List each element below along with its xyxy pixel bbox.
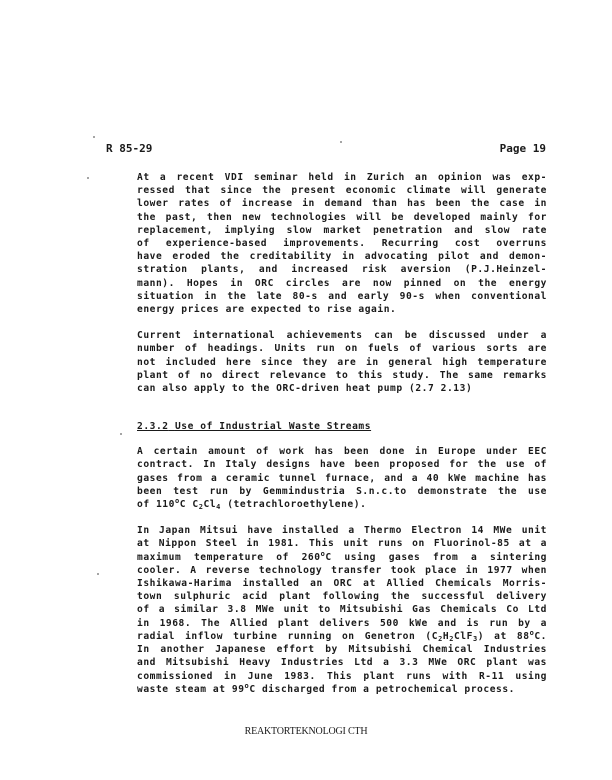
text-line: replacement, implying slow market penetration and slow rate bbox=[137, 224, 547, 236]
text-line: A certain amount of work has been done in Europe under EEC bbox=[137, 446, 547, 458]
document-body bbox=[137, 171, 547, 709]
text-line: number of headings. Units run on fuels of various sorts are bbox=[137, 343, 547, 355]
subscript: 2 bbox=[438, 634, 443, 643]
text-line: contract. In Italy designs have been proposed for the use of bbox=[137, 459, 547, 471]
text-line: have eroded the creditability in advocating pilot and demon- bbox=[137, 251, 547, 263]
text-line: at Nippon Steel in 1981. This unit runs on Fluorinol-85 at a bbox=[137, 538, 547, 550]
text-line: lower rates of increase in demand than has been the case in bbox=[137, 198, 547, 210]
subscript: 4 bbox=[216, 503, 221, 512]
text-line: and Mitsubishi Heavy Industries Ltd a 3.3 MWe ORC plant was bbox=[137, 657, 547, 669]
text-fragment: of 110 bbox=[137, 499, 175, 511]
section-title: Use of Industrial Waste Streams bbox=[174, 421, 372, 433]
scan-speck bbox=[93, 136, 95, 138]
text-line: mann). Hopes in ORC circles are now pinned on the energy bbox=[137, 277, 547, 289]
text-line bbox=[137, 551, 547, 564]
text-line: situation in the late 80-s and early 90-s when conventional bbox=[137, 290, 547, 302]
text-line: of a similar 3.8 MWe unit to Mitsubishi Gas Chemicals Co Ltd bbox=[137, 604, 547, 616]
text-line: not included here since they are in general high temperature bbox=[137, 356, 547, 368]
text-fragment: C. bbox=[534, 630, 547, 642]
text-fragment: C C bbox=[179, 499, 199, 511]
text-line: gases from a ceramic tunnel furnace, and a 40 kWe machine has bbox=[137, 472, 547, 484]
text-line bbox=[137, 683, 547, 696]
paragraph-japan-mitsui bbox=[137, 524, 547, 696]
text-fragment: ) at 88 bbox=[477, 630, 530, 642]
text-fragment: H bbox=[442, 630, 450, 642]
degree-sign: o bbox=[320, 549, 326, 558]
subscript: 3 bbox=[472, 634, 478, 643]
text-line: commissioned in June 1983. This plant runs with R-11 using bbox=[137, 670, 547, 682]
text-line: ressed that since the present economic climate will generate bbox=[137, 185, 547, 197]
subscript: 2 bbox=[198, 503, 204, 512]
text-line: plant of no direct relevance to this study. The same remarks bbox=[137, 369, 547, 381]
paragraph-europe-eec bbox=[137, 445, 547, 511]
text-line: cooler. A reverse technology transfer took place in 1977 when bbox=[137, 564, 547, 576]
text-line: the past, then new technologies will be developed mainly for bbox=[137, 211, 547, 223]
text-line: town sulphuric acid plant following the successful delivery bbox=[137, 591, 547, 603]
text-line: energy prices are expected to rise again. bbox=[137, 304, 397, 316]
text-fragment: radial inflow turbine running on Genetron (C bbox=[137, 630, 439, 642]
scan-speck bbox=[120, 433, 122, 435]
section-number: 2.3.2 bbox=[137, 421, 169, 433]
text-fragment: maximum temperature of 260 bbox=[137, 551, 321, 563]
text-line: Current international achievements can be discussed under a bbox=[137, 330, 547, 342]
page-footer: REAKTORTEKNOLOGI CTH bbox=[244, 726, 368, 737]
text-fragment: C discharged from a petrochemical process. bbox=[249, 683, 516, 695]
text-line bbox=[137, 630, 547, 643]
paragraph-vdi-seminar bbox=[137, 171, 547, 316]
degree-sign: o bbox=[174, 497, 180, 506]
report-id: R 85-29 bbox=[106, 142, 153, 155]
scan-speck bbox=[97, 573, 99, 575]
text-line: of experience-based improvements. Recurring cost overruns bbox=[137, 238, 547, 250]
section-heading bbox=[137, 420, 547, 433]
text-line: Ishikawa-Harima installed an ORC at Allied Chemicals Morris- bbox=[137, 578, 547, 590]
page-number: Page 19 bbox=[499, 142, 546, 155]
text-fragment: C using gases from a sintering bbox=[325, 551, 547, 563]
text-line: been test run by Gemmindustria S.n.c.to demonstrate the use bbox=[137, 485, 547, 497]
text-line: in 1968. The Allied plant delivers 500 kWe and is run by a bbox=[137, 617, 547, 629]
text-line: In Japan Mitsui have installed a Thermo Electron 14 MWe unit bbox=[137, 525, 547, 537]
text-fragment: Cl bbox=[203, 499, 217, 511]
text-fragment: (tetrachloroethylene). bbox=[220, 499, 367, 511]
degree-sign: o bbox=[529, 628, 535, 637]
text-fragment: ClF bbox=[453, 630, 473, 642]
text-line: stration plants, and increased risk aversion (P.J.Heinzel- bbox=[137, 264, 547, 276]
text-line: At a recent VDI seminar held in Zurich an opinion was exp- bbox=[137, 172, 547, 183]
text-line: can also apply to the ORC-driven heat pump (2.7 2.13) bbox=[137, 383, 473, 395]
subscript: 2 bbox=[449, 634, 454, 643]
scan-speck bbox=[87, 177, 89, 179]
text-line: In another Japanese effort by Mitsubishi Chemical Industries bbox=[137, 644, 547, 656]
page-header bbox=[106, 142, 546, 158]
paragraph-international-achievements bbox=[137, 329, 547, 395]
degree-sign: o bbox=[244, 681, 250, 690]
text-line bbox=[137, 498, 547, 511]
text-fragment: waste steam at 99 bbox=[137, 683, 245, 695]
